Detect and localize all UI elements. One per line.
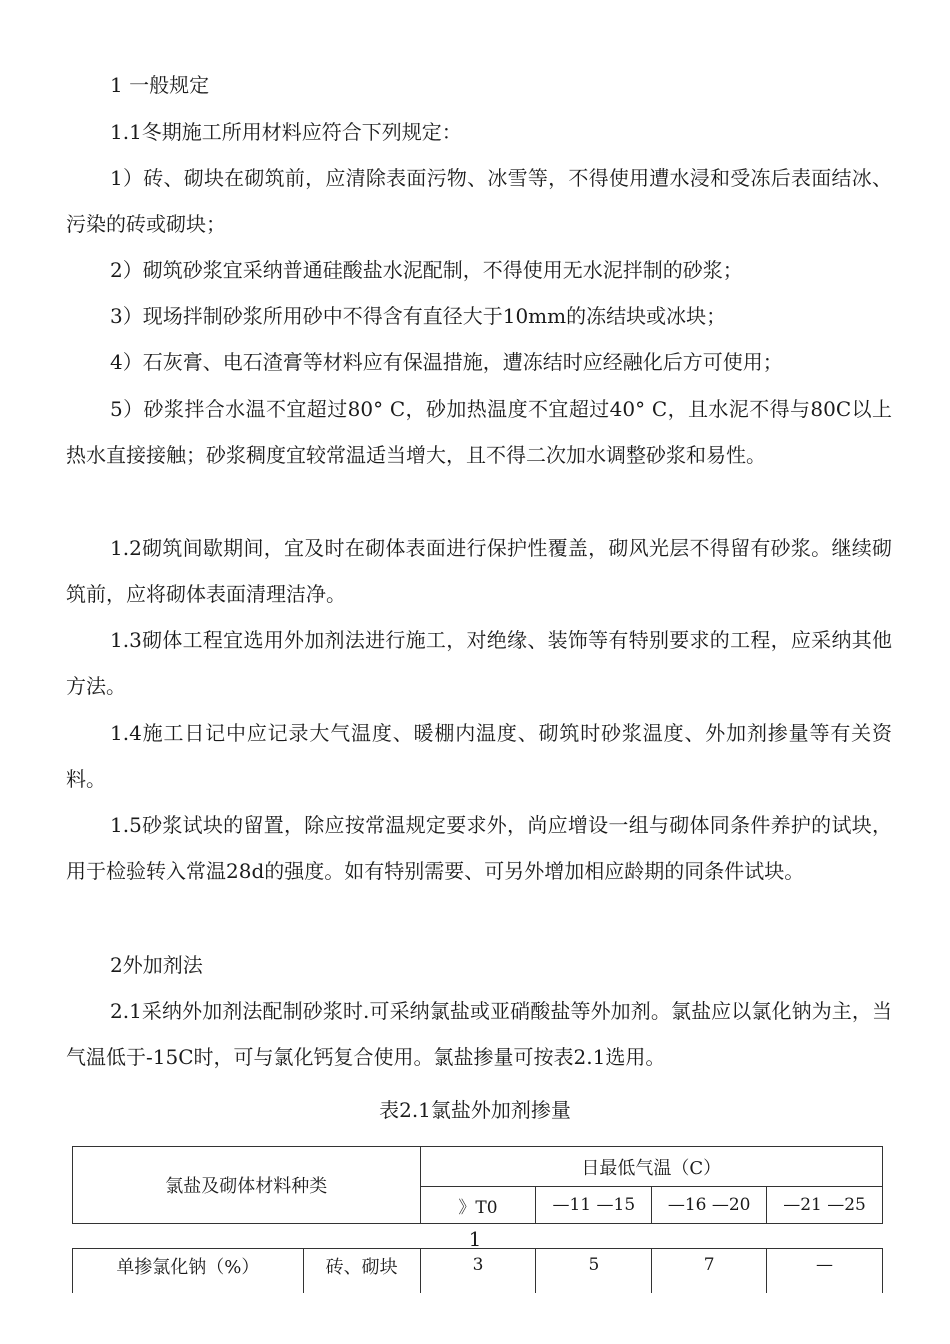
section-heading-1: 1 一般规定	[110, 73, 210, 97]
temp-range-2: —16 —20	[652, 1187, 767, 1224]
paragraph-item-1: 1）砖、砌块在砌筑前，应清除表面污物、冰雪等，不得使用遭水浸和受冻后表面结冰、污染的砖或砌块；	[66, 166, 892, 236]
paragraph-2-1: 2.1采纳外加剂法配制砂浆时.可采纳氯盐或亚硝酸盐等外加剂。氯盐应以氯化钠为主，当气温低于-15C时，可与氯化钙复合使用。氯盐掺量可按表2.1选用。	[66, 999, 892, 1069]
temp-range-0: 》T0	[420, 1187, 536, 1224]
paragraph-item-3: 3）现场拌制砂浆所用砂中不得含有直径大于10mm的冻结块或冰块；	[110, 304, 727, 328]
table-caption: 表2.1氯盐外加剂掺量	[379, 1098, 571, 1122]
temp-range-3: —21 —25	[767, 1187, 883, 1224]
paragraph-1-2: 1.2砌筑间歇期间，宜及时在砌体表面进行保护性覆盖，砌风光层不得留有砂浆。继续砌筑前，应将砌体表面清理洁净。	[66, 536, 892, 606]
paragraph-item-4: 4）石灰膏、电石渣膏等材料应有保温措施，遭冻结时应经融化后方可使用；	[110, 350, 783, 374]
additive-table-body	[72, 1248, 883, 1293]
paragraph-item-5: 5）砂浆拌合水温不宜超过80° C，砂加热温度不宜超过40° C，且水泥不得与80C以上热水直接接触；砂浆稠度宜较常温适当增大，且不得二次加水调整砂浆和易性。	[66, 397, 892, 467]
additive-table-header	[72, 1146, 883, 1224]
header-daily-min-temp: 日最低气温（C）	[420, 1147, 882, 1187]
paragraph-item-2: 2）砌筑砂浆宜采纳普通硅酸盐水泥配制，不得使用无水泥拌制的砂浆；	[110, 258, 743, 282]
table-row	[73, 1249, 883, 1293]
section-heading-2: 2外加剂法	[110, 953, 203, 977]
row-value-1: 5	[536, 1249, 652, 1293]
row-value-0: 3	[420, 1249, 536, 1293]
row-value-3: —	[767, 1249, 883, 1293]
header-material-type: 氯盐及砌体材料种类	[73, 1147, 421, 1224]
paragraph-1-5: 1.5砂浆试块的留置，除应按常温规定要求外，尚应增设一组与砌体同条件养护的试块，用于检验转入常温28d的强度。如有特别需要、可另外增加相应龄期的同条件试块。	[66, 813, 892, 883]
temp-range-1: —11 —15	[536, 1187, 652, 1224]
paragraph-1-3: 1.3砌体工程宜选用外加剂法进行施工，对绝缘、装饰等有特别要求的工程，应采纳其他方法。	[66, 628, 892, 698]
row-material: 砖、砌块	[303, 1249, 420, 1293]
row-label: 单掺氯化钠（%）	[73, 1249, 304, 1293]
page-number: 1	[468, 1227, 482, 1251]
row-value-2: 7	[652, 1249, 767, 1293]
paragraph-1-4: 1.4施工日记中应记录大气温度、暖棚内温度、砌筑时砂浆温度、外加剂掺量等有关资料。	[66, 721, 892, 791]
paragraph-1-1: 1.1冬期施工所用材料应符合下列规定：	[110, 120, 462, 144]
